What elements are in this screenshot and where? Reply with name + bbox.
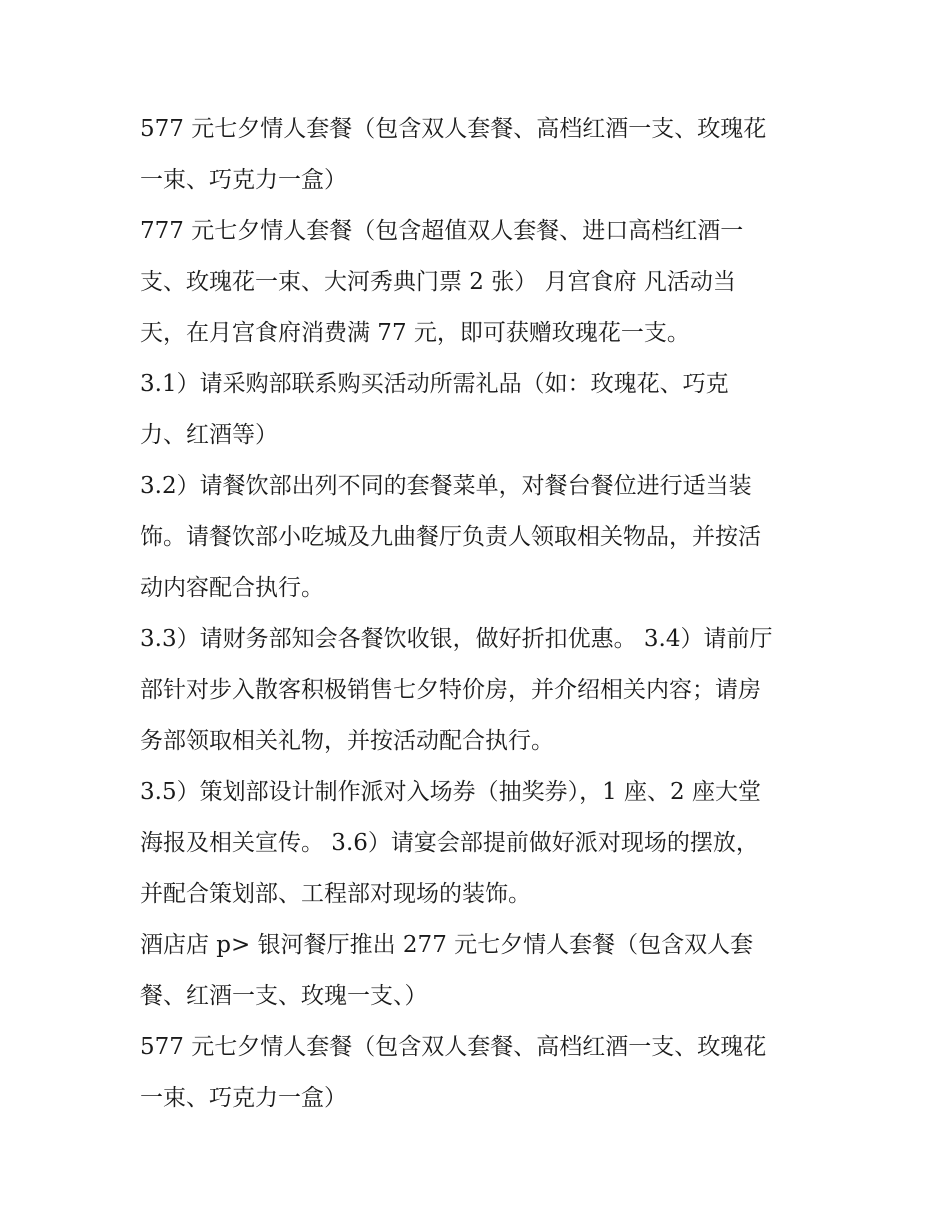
text-line: 酒店店 p> 银河餐厅推出 277 元七夕情人套餐（包含双人套 xyxy=(140,932,754,958)
text-line: 餐、红酒一支、玫瑰一支、） xyxy=(140,983,428,1009)
text-line: 一束、巧克力一盒） xyxy=(140,167,347,193)
text-line: 777 元七夕情人套餐（包含超值双人套餐、进口高档红酒一 xyxy=(140,218,744,244)
text-line: 3.5）策划部设计制作派对入场券（抽奖券），1 座、2 座大堂 xyxy=(140,779,761,805)
document-body xyxy=(140,104,820,1124)
text-line: 支、玫瑰花一束、大河秀典门票 2 张） 月宫食府 凡活动当 xyxy=(140,269,736,295)
text-line: 海报及相关宣传。 3.6）请宴会部提前做好派对现场的摆放， xyxy=(140,830,759,856)
text-line: 部针对步入散客积极销售七夕特价房，并介绍相关内容；请房 xyxy=(140,677,761,703)
text-line: 天，在月宫食府消费满 77 元，即可获赠玫瑰花一支。 xyxy=(140,320,690,346)
text-line: 3.2）请餐饮部出列不同的套餐菜单，对餐台餐位进行适当装 xyxy=(140,473,752,499)
text-line: 一束、巧克力一盒） xyxy=(140,1085,347,1111)
text-line: 并配合策划部、工程部对现场的装饰。 xyxy=(140,881,531,907)
text-line: 动内容配合执行。 xyxy=(140,575,324,601)
text-line: 577 元七夕情人套餐（包含双人套餐、高档红酒一支、玫瑰花 xyxy=(140,1034,767,1060)
text-line: 3.3）请财务部知会各餐饮收银，做好折扣优惠。 3.4）请前厅 xyxy=(140,626,773,652)
text-line: 3.1）请采购部联系购买活动所需礼品（如：玫瑰花、巧克 xyxy=(140,371,729,397)
text-line: 务部领取相关礼物，并按活动配合执行。 xyxy=(140,728,554,754)
text-line: 力、红酒等） xyxy=(140,422,278,448)
text-line: 饰。请餐饮部小吃城及九曲餐厅负责人领取相关物品，并按活 xyxy=(140,524,761,550)
text-line: 577 元七夕情人套餐（包含双人套餐、高档红酒一支、玫瑰花 xyxy=(140,116,767,142)
